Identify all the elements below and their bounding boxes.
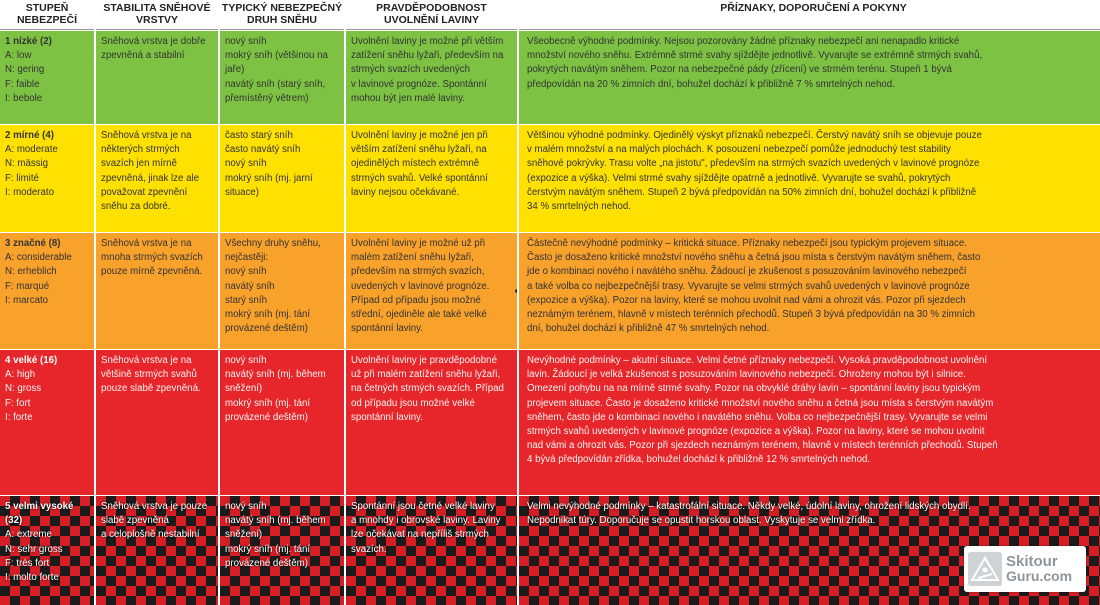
text-line: sněžení) (225, 529, 263, 541)
text-line: lavin. Žádoucí je velká zkušenost s posuzováním lavinového nebezpečí. Ohroženy mohou být i silnice. (527, 369, 966, 381)
text-line: uvedených v lavinové prognóze. (351, 280, 490, 292)
level-2-name-cell (0, 125, 94, 232)
text-line: lze očekávat na nepříliš strmých (351, 529, 489, 541)
text-line: starý sníh (225, 294, 267, 306)
text-line: Uvolnění laviny je možné už při (351, 238, 486, 249)
text-line: nový sníh (225, 355, 267, 366)
text-line: navátý sníh (mj. během (225, 515, 326, 527)
text-line: sněhu za dobré. (101, 201, 171, 213)
level-name-points: (32) (5, 515, 23, 527)
text-line: mokrý sníh (mj. tání (225, 309, 311, 321)
avalanche-level-4-cross-icon (516, 384, 517, 452)
text-line: jaře) (225, 64, 245, 76)
level-2-probability-cell (346, 125, 517, 232)
text-line: Uvolnění laviny je možné jen při (351, 130, 488, 141)
text-line: zpevněná, jinak lze ale (101, 172, 200, 184)
text-line: malém zatížení sněhu lyžaři, (351, 252, 474, 264)
level-4-snow-cell (220, 350, 344, 495)
text-line: provázené deštěm) (225, 323, 308, 335)
text-line: ojedinělých místech extrémně (351, 158, 480, 170)
text-line: nový sníh (225, 266, 267, 278)
text-line: většině strmých svahů (101, 369, 197, 381)
text-line: sněhem, často jde o kombinaci nového i navátého sněhu. Volba co nejbezpečnější trasy. Vyvarujte se velmi (527, 411, 988, 423)
text-line: Sněhová vrstva je na (101, 130, 192, 141)
text-line: přemístěný větrem) (225, 92, 309, 104)
text-line: svazích. (351, 543, 387, 555)
translation: A: high (5, 369, 36, 381)
text-line: mokrý sníh (většinou na (225, 50, 328, 62)
translation: N: gering (5, 64, 45, 76)
text-line: Velmi nevýhodné podmínky – katastrofální situace. Někdy velké, údolní laviny, ohrožení lidských obydlí. (527, 501, 971, 512)
translation: I: molto forte (5, 572, 59, 584)
text-line: navátý sníh (starý sníh, (225, 78, 326, 90)
header-snowpack-stability (96, 0, 218, 30)
text-line: (expozice a výška). Velmi strmé svahy sjíždějte opatrně a jednotlivě. Vyvarujte se svahů, pokrytých (527, 172, 951, 184)
header-line: TYPICKÝ NEBEZPEČNÝ (221, 2, 343, 14)
text-line: Sněhová vrstva je na (101, 238, 192, 249)
text-line: Většinou výhodné podmínky. Ojedinělý výskyt příznaků nebezpečí. Čerstvý navátý sníh se objevuje pouze (527, 130, 982, 141)
text-line: jde o kombinaci nového i navátého sněhu. Žádoucí je zkušenost s posuzováním lavinového nebezpečí (527, 266, 967, 278)
text-line: Omezení pohybu na na mírně strmé svahy. Pozor na obvyklé dráhy lavin – spontánní laviny jsou typickým (527, 383, 981, 395)
level-1-snow-cell (220, 31, 344, 124)
translation: F: trés fort (5, 557, 50, 569)
text-line: často starý sníh (225, 130, 293, 141)
text-line: Uvolnění laviny je možné při větším (351, 36, 504, 47)
text-line: Nepodnikat túry. Doporučuje se opustit horskou oblast. Vyskytuje se velmi zřídka. (527, 515, 876, 527)
level-4-advice-cell (519, 350, 1100, 495)
text-line: dní, bohužel dochází k přibližně 47 % smrtelných nehod. (527, 323, 770, 335)
translation: I: marcato (5, 294, 49, 306)
logo-line-2: Guru.com (1006, 568, 1073, 584)
level-2-snow-cell (220, 125, 344, 232)
logo-line-1: Skitour (1006, 553, 1058, 570)
text-line: strmých svahů. Velké spontánní (351, 172, 488, 184)
text-line: mokrý sníh (mj. tání (225, 543, 311, 555)
translation: A: extreme (5, 529, 52, 541)
text-line: nad vámi a ohrozit vás. Pozor při sjezdech neznámým terénem, hlavně v místech terénních přechodů. Stupeň (527, 440, 998, 452)
text-line: (expozice a výška). Pozor na laviny, které se mohou uvolnit nad vámi a ohrozit vás. Pozor při sjezdech (527, 294, 966, 306)
header-line: VRSTVY (135, 14, 178, 26)
level-3-snow-cell (220, 233, 344, 349)
header-snow-type (220, 0, 344, 30)
text-line: už při malém zatížení sněhu lyžaři, (351, 369, 501, 381)
level-1-advice-cell (519, 31, 1100, 124)
text-line: situace) (225, 186, 259, 198)
text-line: pouze mírně zpevněná. (101, 266, 203, 278)
text-line: střední, ojediněle ale také velké (351, 309, 487, 321)
level-3-probability-cell (346, 233, 517, 349)
level-4-name-cell (0, 350, 94, 495)
level-4-probability-cell (346, 350, 517, 495)
text-line: nejčastěji: (225, 252, 269, 264)
level-3-name-cell (0, 233, 94, 349)
header-release-probability (346, 0, 517, 30)
level-name: 5 velmi vysoké (5, 501, 74, 512)
text-line: Sněhová vrstva je na (101, 355, 192, 366)
translation: N: mässig (5, 158, 49, 170)
text-line: Často je dosaženo kritické množství nového sněhu a četná jsou místa s čerstvým navátým sněhem, často (527, 252, 981, 264)
text-line: sněžení) (225, 383, 263, 395)
header-line: PŘÍZNAKY, DOPORUČENÍ A POKYNY (720, 2, 907, 14)
translation: A: moderate (5, 144, 58, 156)
text-line: laviny nejsou očekávané. (351, 186, 460, 198)
text-line: mnoha strmých svazích (101, 252, 203, 264)
level-5-name-cell (0, 496, 94, 605)
text-line: od případu jsou možné velké (351, 397, 475, 409)
translation: I: moderato (5, 186, 55, 198)
text-line: mokrý sníh (mj. tání (225, 397, 311, 409)
text-line: Všechny druhy sněhu, (225, 238, 321, 249)
skitour-logo-icon (968, 552, 1002, 586)
text-line: a mnohdy i obrovské laviny. Laviny (351, 515, 501, 527)
header-line: PRAVDĚPODOBNOST (376, 2, 487, 14)
text-line: na četných strmých svazích. Případ (351, 383, 504, 395)
header-danger-level (0, 0, 94, 30)
level-3-advice-cell (519, 233, 1100, 349)
text-line: pouze slabě zpevněná. (101, 383, 201, 395)
text-line: spontánní laviny. (351, 411, 423, 423)
text-line: 4 bývá předpovídán zřídka, bohužel dochází k přibližně 12 % smrtelných nehod. (527, 454, 871, 466)
text-line: především na strmých svazích, (351, 266, 485, 278)
text-line: množství nového sněhu. Extrémně strmé svahy sjíždějte jednotlivě. Vyvarujte se extrémně strmých svahů, (527, 50, 983, 62)
translation: F: faible (5, 78, 40, 90)
header-line: DRUH SNĚHU (246, 14, 317, 26)
text-line: v malém množství a na malých plochách. K posouzení nebezpečí pomůže jednoduchý test stability (527, 144, 951, 156)
level-1-name-cell (0, 31, 94, 124)
text-line: provázené deštěm) (225, 557, 308, 569)
text-line: navátý sníh (225, 280, 275, 292)
header-advice (519, 0, 1100, 30)
translation: F: fort (5, 397, 31, 409)
text-line: projevem situace. Často je dosaženo kritické množství nového sněhu a četná jsou místa s čerstvým navátým (527, 397, 994, 409)
text-line: spontánní laviny. (351, 323, 423, 335)
text-line: a celoplošně nestabilní (101, 529, 200, 541)
text-line: navátý sníh (mj. během (225, 369, 326, 381)
header-line: UVOLNĚNÍ LAVINY (384, 14, 479, 26)
translation: I: bebole (5, 92, 43, 104)
translation: F: limité (5, 172, 39, 184)
level-name: 2 mírné (4) (5, 130, 54, 141)
text-line: nový sníh (225, 158, 267, 170)
translation: N: sehr gross (5, 543, 63, 555)
text-line: slabě zpevněná (101, 515, 169, 527)
level-1-probability-cell (346, 31, 517, 124)
text-line: zpevněná a stabilní (101, 50, 185, 62)
text-line: strmých svazích uvedených (351, 64, 470, 76)
text-line: neznámým terénem, hlavně v místech terénních přechodů. Stupeň 3 bývá předpovídán na 30 % zimních (527, 309, 976, 321)
text-line: Sněhová vrstva je pouze (101, 501, 208, 512)
text-line: svazích jen mírně (101, 158, 177, 170)
level-5-snow-cell (220, 496, 344, 605)
translation: A: considerable (5, 252, 72, 264)
level-4-stability-cell (96, 350, 218, 495)
level-name: 4 velké (16) (5, 355, 58, 366)
text-line: strmých svahů uvedených v lavinové prognóze (expozice a výška). Pozor na laviny, které se mohou uvolnit (527, 426, 985, 438)
text-line: nový sníh (225, 36, 267, 47)
avalanche-level-3-double-exclamation-icon (514, 257, 517, 325)
header-line: NEBEZPEČÍ (16, 14, 78, 26)
text-line: větším zatížení sněhu lyžaři, na (351, 144, 487, 156)
translation: A: low (5, 50, 32, 62)
text-line: provázené deštěm) (225, 411, 308, 423)
level-name: 1 nízké (2) (5, 36, 52, 47)
text-line: čerstvým navátým sněhem. Stupeň 2 bývá předpovídán na 50% zimních dní, bohužel dochází k přibližně (527, 186, 977, 198)
translation: I: forte (5, 411, 33, 423)
translation: N: erheblich (5, 266, 57, 278)
text-line: Případ od případu jsou možné (351, 294, 481, 306)
text-line: často navátý sníh (225, 144, 301, 156)
text-line: některých strmých (101, 144, 180, 156)
level-5-probability-cell (346, 496, 517, 605)
text-line: Nevýhodné podmínky – akutní situace. Velmi četné příznaky nebezpečí. Vysoká pravděpodobnost uvolnění (527, 355, 988, 366)
text-line: 34 % smrtelných nehod. (527, 201, 631, 213)
text-line: zatížení sněhu lyžaři, především na (351, 50, 504, 62)
text-line: nový sníh (225, 501, 267, 512)
level-3-stability-cell (96, 233, 218, 349)
text-line: a také volba co nejbezpečnější trasy. Vyvarujte se velmi strmých svahů uvedených v lavinové prognóze (527, 280, 970, 292)
text-line: Spontánní jsou četné velké laviny (351, 501, 495, 512)
text-line: mohou být jen malé laviny. (351, 92, 465, 104)
header-line: STUPEŇ (25, 2, 69, 14)
translation: N: gross (5, 383, 42, 395)
level-2-advice-cell (519, 125, 1100, 232)
translation: F: marqué (5, 280, 50, 292)
text-line: Uvolnění laviny je pravděpodobné (351, 355, 497, 366)
text-line: považovat zpevnění (101, 186, 188, 198)
level-name: 3 značné (8) (5, 238, 61, 249)
text-line: pokrytých navátým sněhem. Pozor na nebezpečné pády (zřícení) ve strmém terénu. Stupeň 1 bývá (527, 64, 952, 76)
header-line: STABILITA SNĚHOVÉ (103, 2, 211, 14)
text-line: v lavinové prognóze. Spontánní (351, 78, 487, 90)
text-line: Částečně nevýhodné podmínky – kritická situace. Příznaky nebezpečí jsou typickým projevem situace. (527, 238, 967, 249)
level-2-stability-cell (96, 125, 218, 232)
text-line: Všeobecně výhodné podmínky. Nejsou pozorovány žádné příznaky nebezpečí ani nenapadlo kritické (527, 36, 960, 47)
text-line: předpovídán na 20 % zimních dní, bohužel dochází k přibližně 7 % smrtelných nehod. (527, 78, 895, 90)
level-1-stability-cell (96, 31, 218, 124)
avalanche-level-5-cross-icon (516, 504, 517, 572)
text-line: Sněhová vrstva je dobře (101, 36, 206, 47)
skitour-guru-logo (964, 546, 1086, 592)
text-line: sněhové pokrývky. Trasu volte „na jistotu", především na strmých svazích uvedených v lavinové prognóze (527, 158, 980, 170)
text-line: mokrý sníh (mj. jarní (225, 172, 313, 184)
level-5-stability-cell (96, 496, 218, 605)
